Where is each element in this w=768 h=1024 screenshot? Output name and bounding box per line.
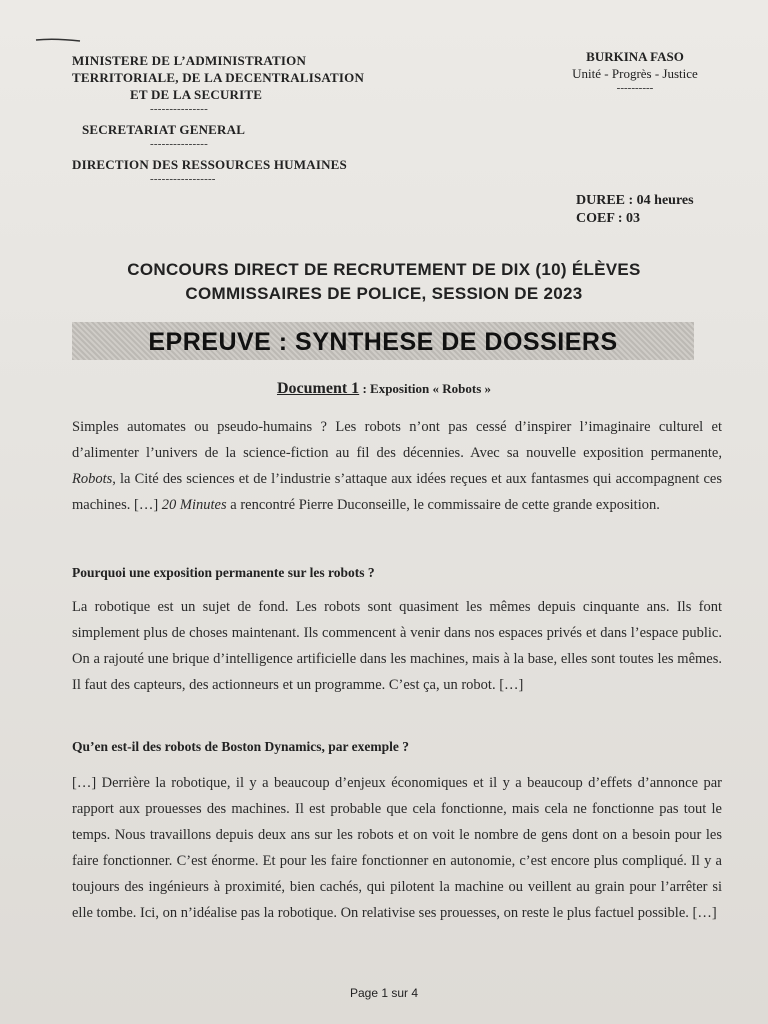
paragraph-text: , la Cité des sciences et de l’industrie s’attaque aux idées reçues et aux fantasmes qui accompagnent ces machines. […] <box>72 471 722 513</box>
document-subtitle: : Exposition « Robots » <box>359 381 492 396</box>
separator: --------------- <box>150 103 208 115</box>
question-1: Pourquoi une exposition permanente sur les robots ? <box>72 565 375 580</box>
document-title <box>0 380 768 398</box>
answer-1: La robotique est un sujet de fond. Les robots sont quasiment les mêmes depuis cinquante ans. Ils font simplement plus de choses maintenant. Ils commencent à venir dans nos espaces privés et dans l’espace public. On a rajouté une brique d’intelligence artificielle dans les machines, mais à la base, elles sont toutes les mêmes. Il faut des capteurs, des actionneurs et un programme. C’est ça, un robot. […] <box>72 599 722 693</box>
country-header <box>550 48 720 94</box>
concours-line-2: COMMISSAIRES DE POLICE, SESSION DE 2023 <box>185 284 583 303</box>
question-2: Qu’en est-il des robots de Boston Dynamics, par exemple ? <box>72 739 409 754</box>
paragraph-text: a rencontré Pierre Duconseille, le commissaire de cette grande exposition. <box>226 497 660 513</box>
direction-rh: DIRECTION DES RESSOURCES HUMAINES <box>72 157 347 172</box>
concours-title <box>40 258 728 306</box>
newspaper-name: 20 Minutes <box>161 497 227 513</box>
exam-duration: DUREE : 04 heures <box>576 193 694 208</box>
ministry-line-2: TERRITORIALE, DE LA DECENTRALISATION <box>72 70 365 85</box>
ministry-header <box>72 52 392 185</box>
country-motto: Unité - Progrès - Justice <box>572 66 698 81</box>
page-number: Page 1 sur 4 <box>349 986 419 1000</box>
paragraph-text: Simples automates ou pseudo-humains ? Les robots n’ont pas cessé d’inspirer l’imaginaire culturel et d’alimenter l’univers de la science-fiction au fil des décennies. Avec sa nouvelle exposition permanente, <box>72 419 722 461</box>
secretariat-general: SECRETARIAT GENERAL <box>82 122 246 137</box>
separator: ----------------- <box>150 173 216 185</box>
concours-line-1: CONCOURS DIRECT DE RECRUTEMENT DE DIX (10) ÉLÈVES <box>127 260 641 279</box>
pen-mark <box>34 36 84 44</box>
separator: --------------- <box>150 138 208 150</box>
country-name: BURKINA FASO <box>586 49 684 64</box>
exhibit-name: Robots <box>72 471 113 487</box>
answer-2: […] Derrière la robotique, il y a beaucoup d’enjeux économiques et il y a beaucoup d’effets d’annonce par rapport aux prouesses des machines. Il est probable que cela fonctionne, mais cela ne fonctionne pas tout le temps. Nous travaillons depuis deux ans sur les robots et on voit le nombre de gens dont on a besoin pour les faire fonctionner. C’est énorme. Et pour les faire fonctionner en autonomie, c’est encore plus compliqué. Il y a toujours des ingénieurs à proximité, bien cachés, qui pilotent la machine ou veillent au grain pour l’arrêter si elle tombe. Ici, on n’idéalise pas la robotique. On relativise ses prouesses, on reste le plus factuel possible. […] <box>72 775 722 921</box>
paragraph-intro <box>72 414 722 518</box>
exam-info <box>576 192 694 228</box>
separator: ---------- <box>616 82 654 94</box>
exam-coef: COEF : 03 <box>576 211 641 226</box>
ministry-line-1: MINISTERE DE L’ADMINISTRATION <box>72 53 307 68</box>
ministry-line-3: ET DE LA SECURITE <box>130 87 263 102</box>
document-label: Document 1 <box>276 380 360 397</box>
epreuve-banner: EPREUVE : SYNTHESE DE DOSSIERS <box>72 322 694 360</box>
